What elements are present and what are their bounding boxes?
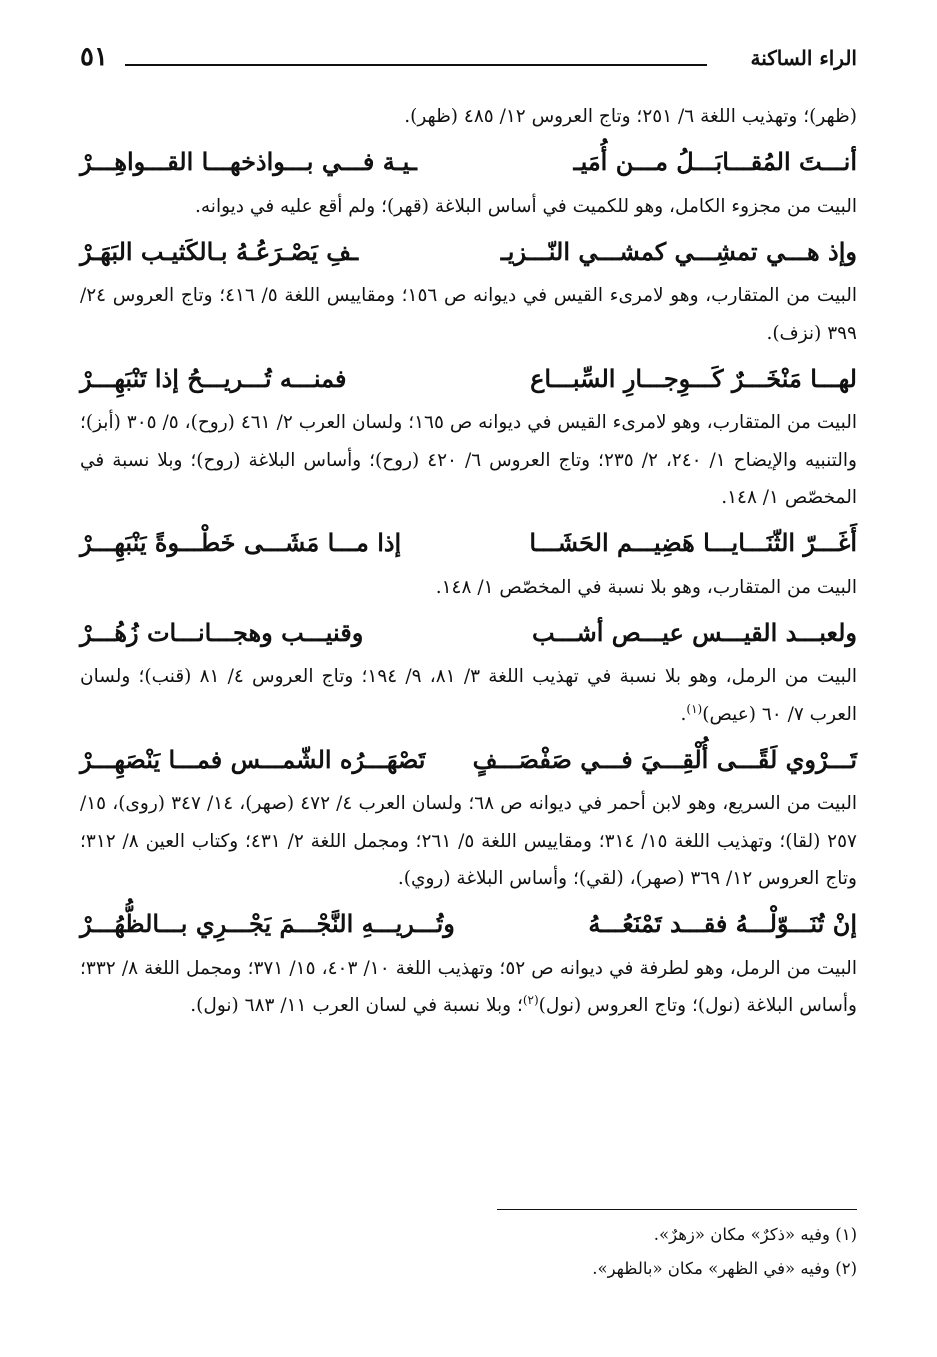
citation-paragraph: (ظهر)؛ وتهذيب اللغة ٦/ ٢٥١؛ وتاج العروس ١٢/ ٤٨٥ (ظهر). <box>404 106 857 127</box>
verse-second-hemistich: ـيـة فـــي بـــواذخهـــا القـــواهِـــرْ <box>80 147 417 176</box>
verse-second-hemistich: وتُـــريـــهِ النَّجْـــمَ يَجْـــرِي بـــالظُّهُـــرْ <box>80 909 455 938</box>
verse-first-hemistich: تَـــرْوي لَقًـــى أُلْقِـــيَ فـــي صَفْصَـــفٍ <box>472 744 857 774</box>
footnote-item: (٢) وفيه «في الظهر» مكان «بالظهر». <box>592 1259 857 1278</box>
footnotes <box>80 1218 857 1286</box>
citation-paragraph: البيت من السريع، وهو لابن أحمر في ديوانه ص ٦٨؛ ولسان العرب ٤/ ٤٧٢ (صهر)، ١٤/ ٣٤٧ (روى)، ١٥/ ٢٥٧ (لقا)؛ وتهذيب اللغة ١٥/ ٣١٤؛ ومقاييس اللغة ٥/ ٢٦١؛ ومجمل اللغة ٢/ ٤٣١؛ وكتاب العين ٨/ ٣١٢؛ وتاج العروس ١٢/ ٣٦٩ (صهر)، (لقي)؛ وأساس البلاغة (روي). <box>80 793 857 889</box>
verse-line <box>80 517 857 569</box>
footnote-reference[interactable]: (١) <box>686 701 703 716</box>
citation-text: البيت من الرمل، وهو بلا نسبة في تهذيب اللغة ٣/ ٨١، ٩/ ١٩٤؛ وتاج العروس ٤/ ٨١ (قنب)؛ ولسان العرب ٧/ ٦٠ (عيص) <box>80 666 857 725</box>
citation-paragraph: البيت من المتقارب، وهو لامرىء القيس في ديوانه ص ١٥٦؛ ومقاييس اللغة ٥/ ٤١٦؛ وتاج العروس ٢٤/ ٣٩٩ (نزف). <box>80 285 857 344</box>
verse-first-hemistich: أنـــتَ المُقـــابَـــلُ مـــن أُمَيـ <box>573 147 857 176</box>
running-header <box>80 42 857 82</box>
footnote-item: (١) وفيه «ذكرٌ» مكان «زهرٌ». <box>653 1225 857 1244</box>
verse-line <box>80 352 857 404</box>
verse-first-hemistich: أَغَـــرّ الثّنَـــايـــا هَضِيـــم الحَشَـــا <box>529 528 857 557</box>
verse-second-hemistich: وقنيـــب وهجـــانـــات زُهُـــرْ <box>80 617 364 647</box>
verse-first-hemistich: لهـــا مَنْخَـــرٌ كَـــوِجـــارِ السِّبـــاع <box>530 363 857 393</box>
chapter-title: الراء الساكنة <box>750 46 857 70</box>
verse-second-hemistich: تَصْهَـــرُه الشّمـــس فمـــا يَنْصَهِـــرْ <box>80 744 426 774</box>
verse-first-hemistich: ولعبـــد القيـــس عيـــص أشـــب <box>531 617 857 647</box>
citation-text: . <box>680 703 687 725</box>
verse-line <box>80 898 857 950</box>
page-number: ٥١ <box>80 42 108 72</box>
header-rule <box>125 64 707 66</box>
footnote-reference[interactable]: (٢) <box>522 992 539 1007</box>
page-body <box>80 98 857 1025</box>
verse-line <box>80 225 857 277</box>
citation-paragraph <box>80 950 857 1025</box>
verse-first-hemistich: وإذ هـــي تمشِـــي كمشـــي النّـــزيـ <box>500 236 857 266</box>
verse-line <box>80 606 857 658</box>
citation-paragraph: البيت من مجزوء الكامل، وهو للكميت في أساس البلاغة (قهر)؛ ولم أقع عليه في ديوانه. <box>195 195 857 217</box>
verse-first-hemistich: إنْ تُنَـــوّلْـــهُ فقـــد تَمْنَعُـــهُ <box>588 909 857 938</box>
verse-second-hemistich: إذا مـــا مَشَـــى خَطْـــوةً يَنْبَهِـــرْ <box>80 528 402 557</box>
citation-paragraph: البيت من المتقارب، وهو لامرىء القيس في ديوانه ص ١٦٥؛ ولسان العرب ٢/ ٤٦١ (روح)، ٥/ ٣٠٥ (أبز)؛ والتنبيه والإيضاح ١/ ٢٤٠، ٢/ ٢٣٥؛ وتاج العروس ٦/ ٤٢٠ (روح)؛ وأساس البلاغة (روح)؛ وبلا نسبة في المخصّص ١/ ١٤٨. <box>80 412 858 508</box>
verse-line <box>80 733 857 785</box>
verse-second-hemistich: فمنـــه تُـــريـــحُ إذا تَنْبَهِـــرْ <box>80 363 347 393</box>
verse-line <box>80 136 857 188</box>
footnote-rule <box>497 1209 857 1210</box>
citation-text: البيت من الرمل، وهو لطرفة في ديوانه ص ٥٢؛ وتهذيب اللغة ١٠/ ٤٠٣، ١٥/ ٣٧١؛ ومجمل اللغة ٨/ ٣٣٢؛ وأساس البلاغة (نول)؛ وتاج العروس (نول) <box>80 957 857 1016</box>
citation-paragraph <box>80 658 857 733</box>
citation-paragraph: البيت من المتقارب، وهو بلا نسبة في المخصّص ١/ ١٤٨. <box>435 576 857 598</box>
verse-second-hemistich: ـفِ يَصْـرَعُـهُ بـالكَثيـب البَهَـرْ <box>80 236 359 266</box>
citation-text: ؛ وبلا نسبة في لسان العرب ١١/ ٦٨٣ (نول). <box>190 995 523 1016</box>
